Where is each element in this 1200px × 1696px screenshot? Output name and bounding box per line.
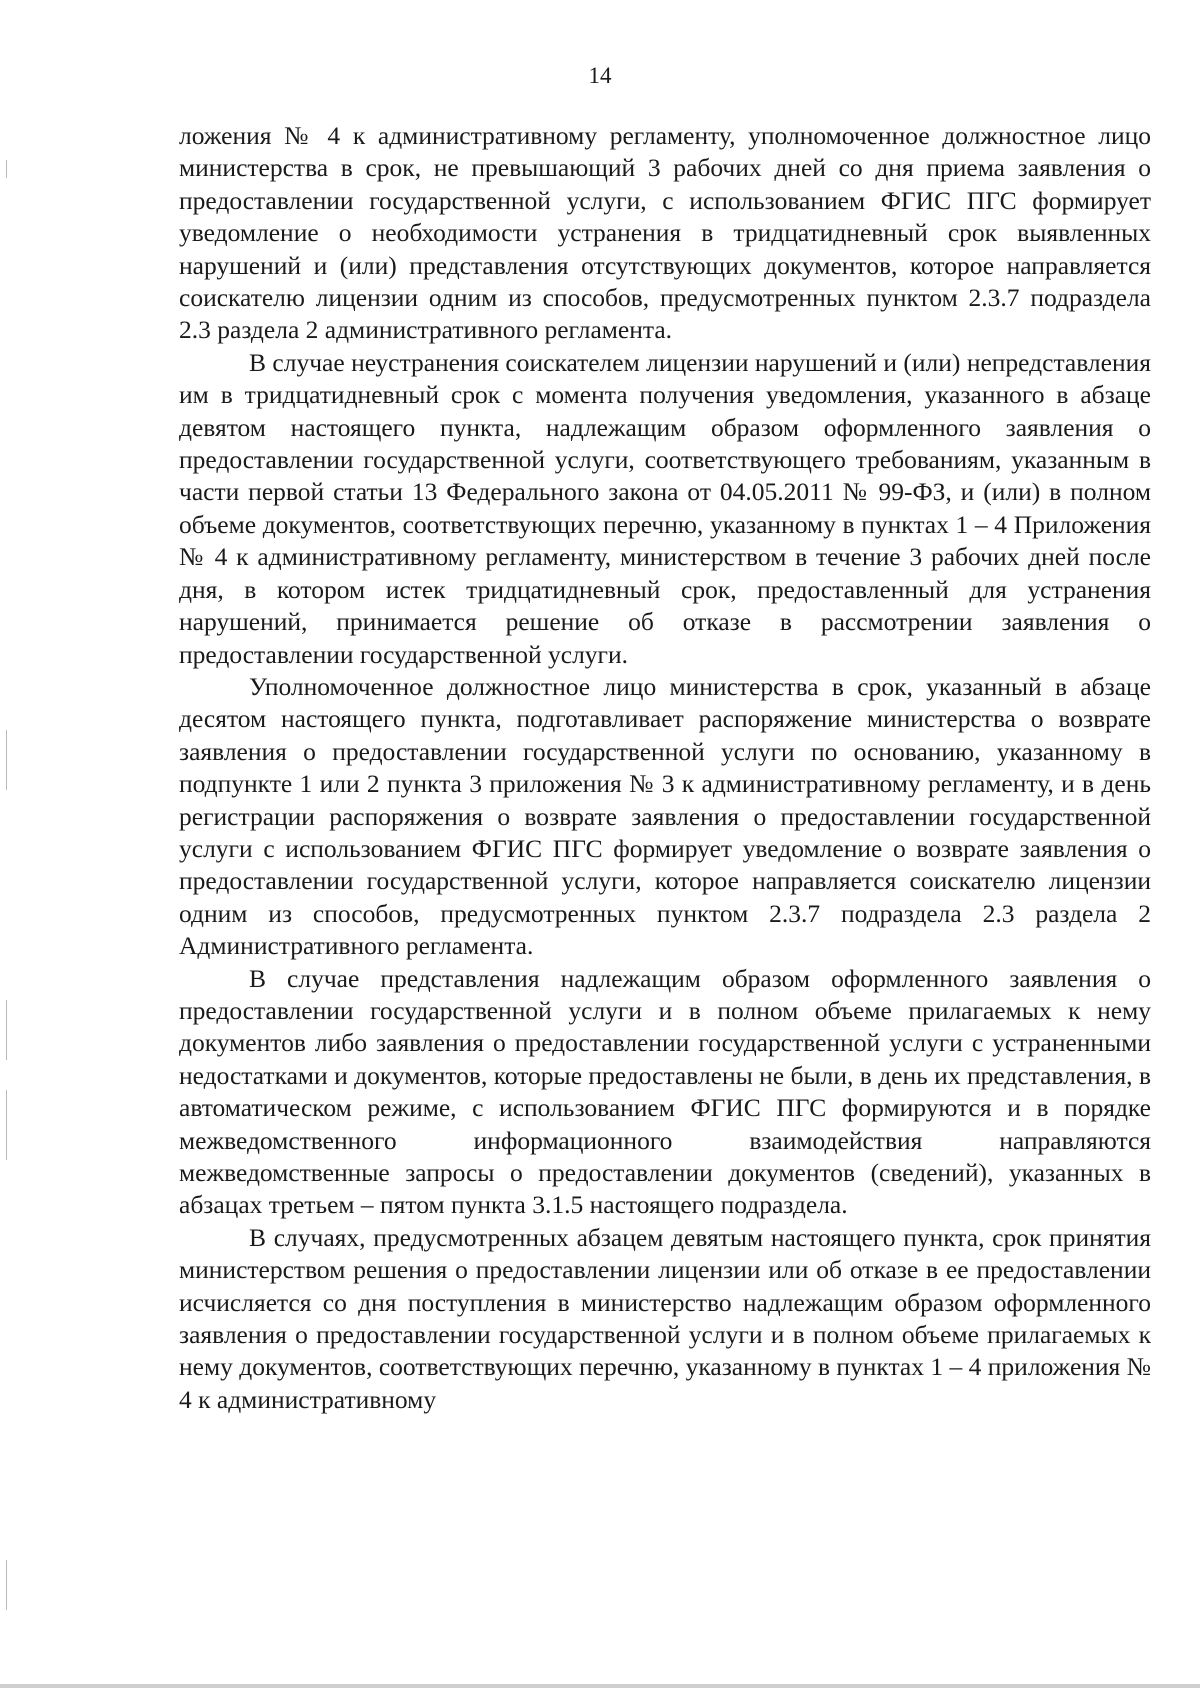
scan-margin-mark: [6, 1090, 7, 1160]
scan-margin-mark: [6, 1560, 7, 1610]
paragraph-2: В случае неустранения соискателем лицензии нарушений и (или) непредставления им в тридцатидневный срок с момента получения уведомления, указанного в абзаце девятом настоящего пункта, надлежащим образом оформленного заявления о предоставлении государственной услуги, соответствующего требованиям, указанным в части первой статьи 13 Федерального закона от 04.05.2011 № 99-ФЗ, и (или) в полном объеме документов, соответствующих перечню, указанному в пунктах 1 – 4 Приложения № 4 к административному регламенту, министерством в течение 3 рабочих дней после дня, в котором истек тридцатидневный срок, предоставленный для устранения нарушений, принимается решение об отказе в рассмотрении заявления о предоставлении государственной услуги.: [179, 347, 1151, 669]
paragraph-1: ложения № 4 к административному регламенту, уполномоченное должностное лицо министерства в срок, не превышающий 3 рабочих дней со дня приема заявления о предоставлении государственной услуги, с использованием ФГИС ПГС формирует уведомление о необходимости устранения в тридцатидневный срок выявленных нарушений и (или) представления отсутствующих документов, которое направляется соискателю лицензии одним из способов, предусмотренных пунктом 2.3.7 подраздела 2.3 раздела 2 административного регламента.: [179, 121, 1151, 345]
scan-margin-mark: [6, 730, 7, 790]
page-number: 14: [588, 63, 612, 88]
paragraph-3: Уполномоченное должностное лицо министерства в срок, указанный в абзаце десятом настоящего пункта, подготавливает распоряжение министерства о возврате заявления о предоставлении государственной услуги по основанию, указанному в подпункте 1 или 2 пункта 3 приложения № 3 к административному регламенту, и в день регистрации распоряжения о возврате заявления о предоставлении государственной услуги с использованием ФГИС ПГС формирует уведомление о возврате заявления о предоставлении государственной услуги, которое направляется соискателю лицензии одним из способов, предусмотренных пунктом 2.3.7 подраздела 2.3 раздела 2 Административного регламента.: [179, 671, 1151, 961]
paragraph-4: В случае представления надлежащим образом оформленного заявления о предоставлении государственной услуги и в полном объеме прилагаемых к нему документов либо заявления о предоставлении государственной услуги с устраненными недостатками и документов, которые предоставлены не были, в день их представления, в автоматическом режиме, с использованием ФГИС ПГС формируются и в порядке межведомственного информационного взаимодействия направляются межведомственные запросы о предоставлении документов (сведений), указанных в абзацах третьем – пятом пункта 3.1.5 настоящего подраздела.: [179, 963, 1151, 1220]
document-body: [179, 120, 1151, 1416]
paragraph-5: В случаях, предусмотренных абзацем девятым настоящего пункта, срок принятия министерством решения о предоставлении лицензии или об отказе в ее предоставлении исчисляется со дня поступления в министерство надлежащим образом оформленного заявления о предоставлении государственной услуги и в полном объеме прилагаемых к нему документов, соответствующих перечню, указанному в пунктах 1 – 4 приложения № 4 к административному: [179, 1222, 1151, 1414]
scan-margin-mark: [6, 1000, 7, 1060]
scan-bottom-edge: [0, 1684, 1200, 1688]
scan-margin-mark: [6, 160, 7, 178]
